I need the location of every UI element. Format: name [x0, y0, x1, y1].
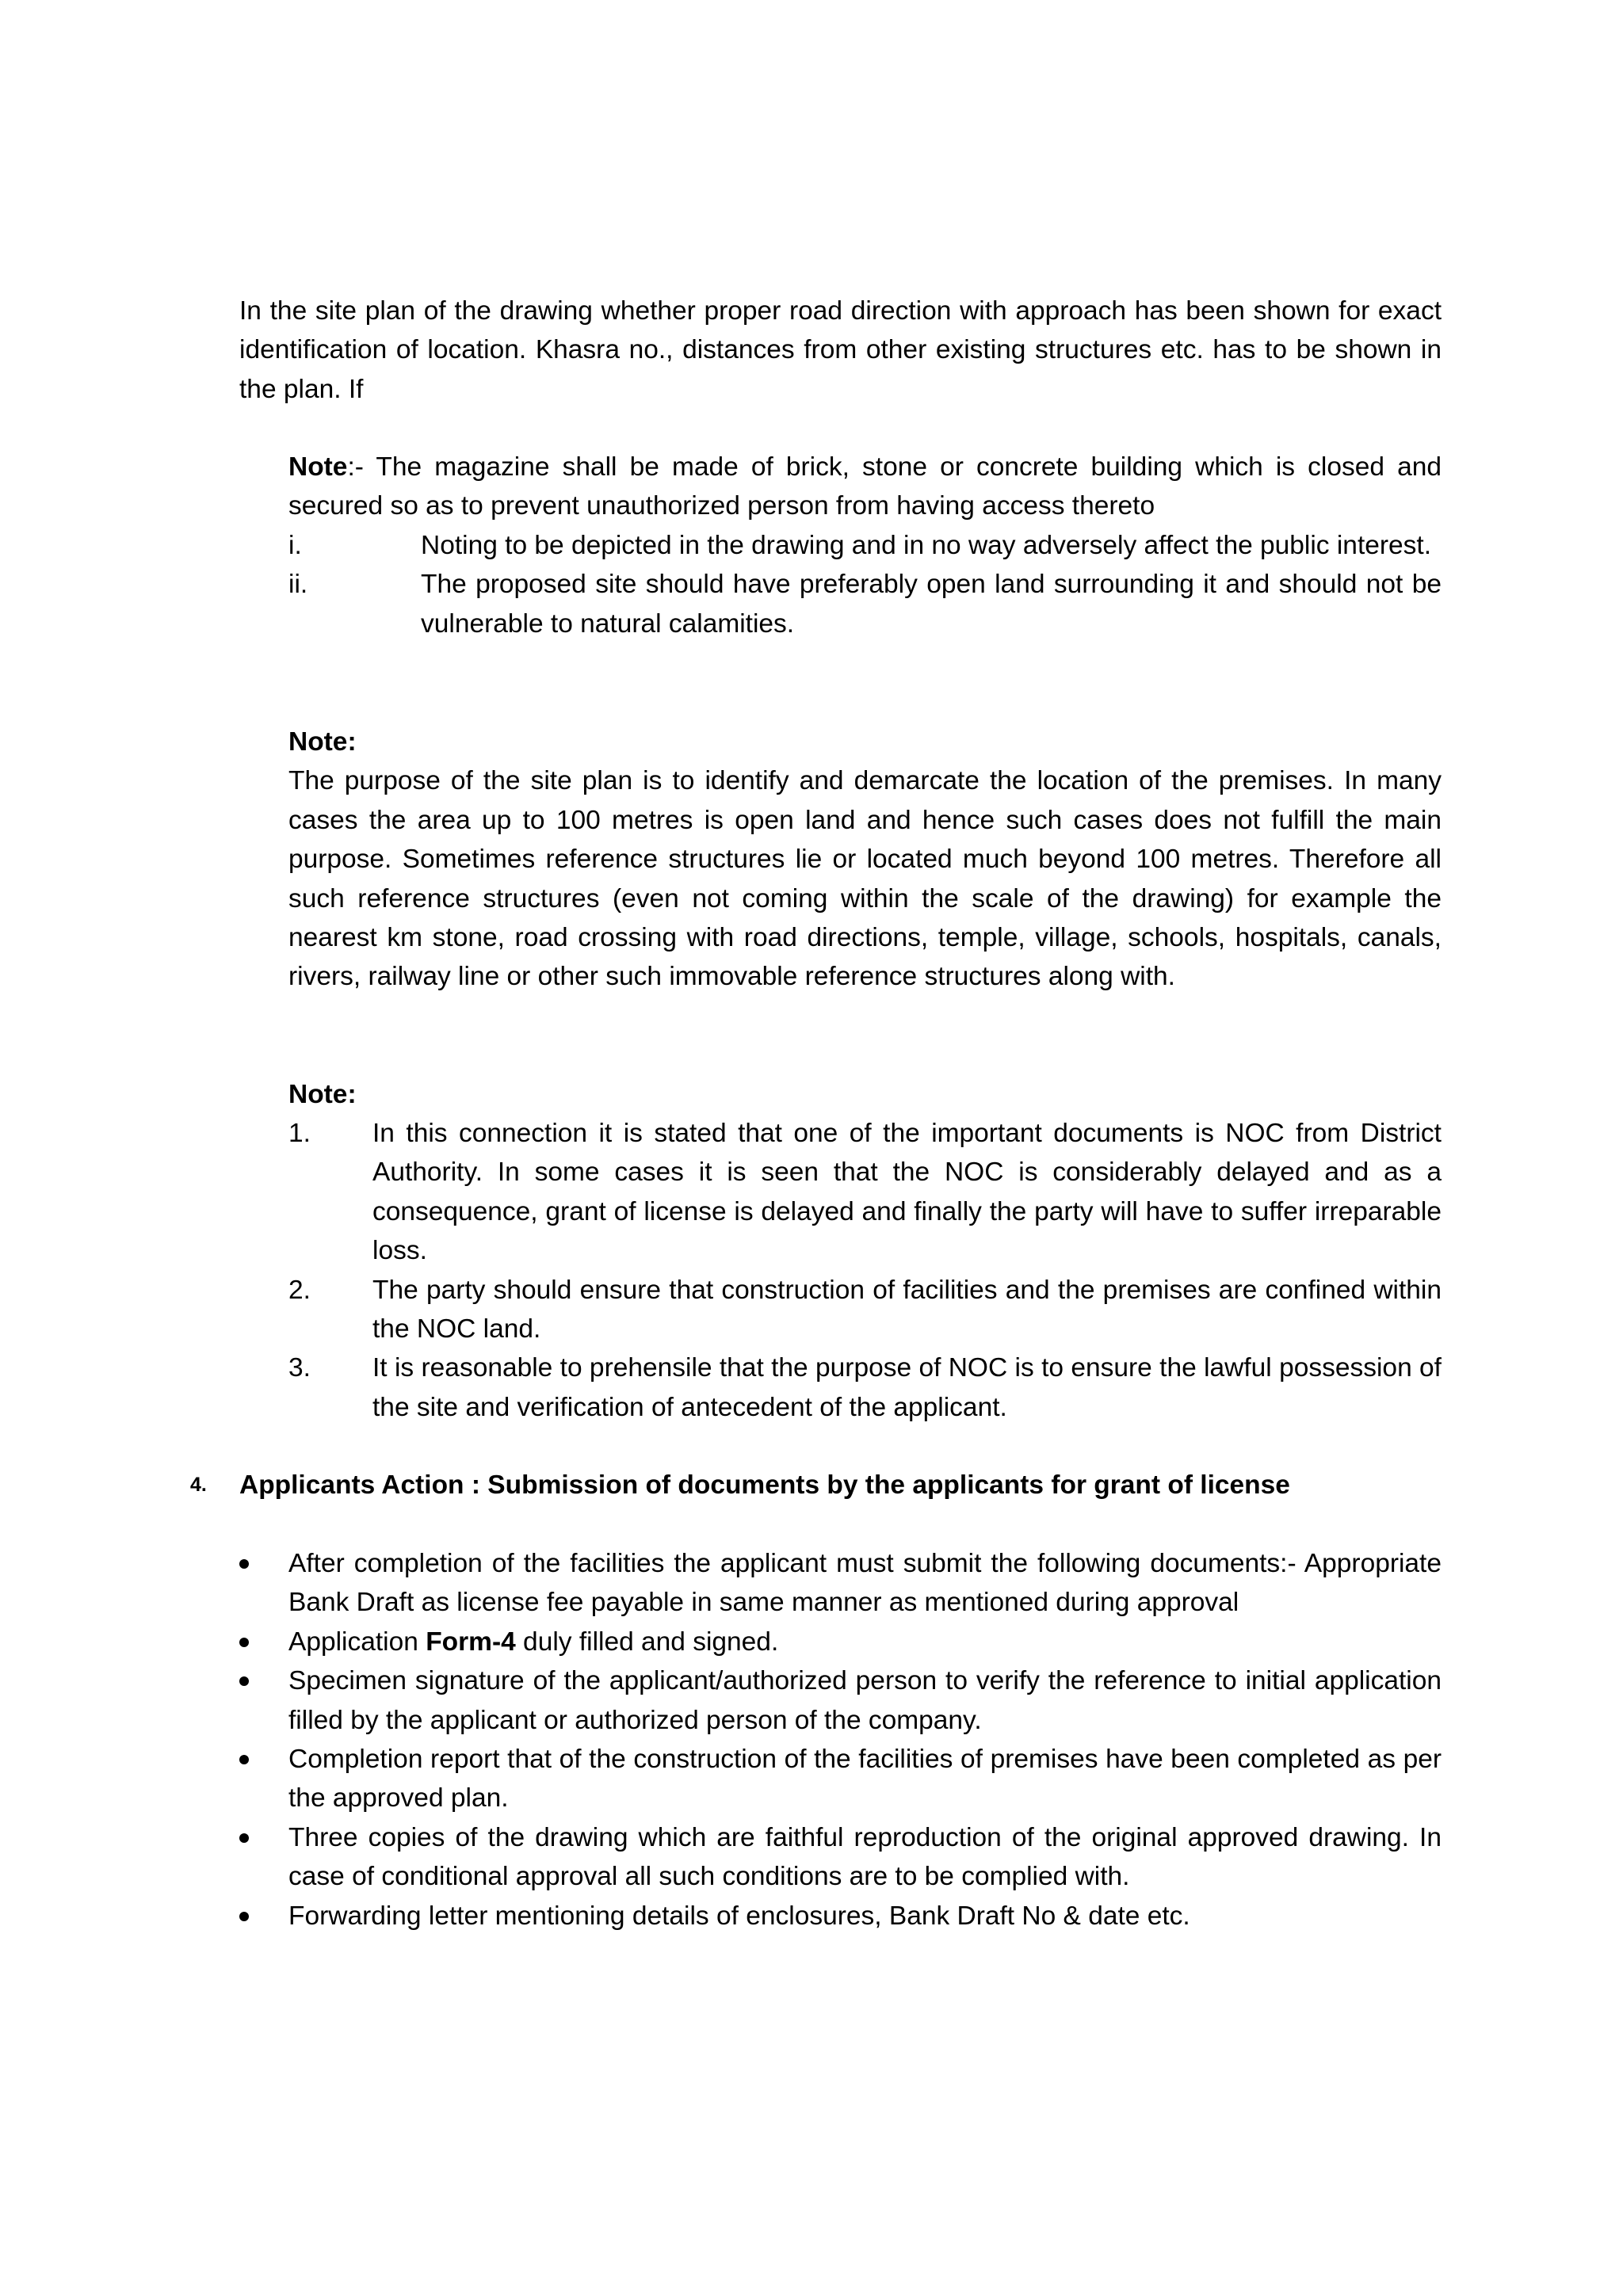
list-item — [239, 1897, 1442, 1936]
list-item — [239, 1661, 1442, 1740]
list-number: i. — [288, 531, 302, 560]
bullet-icon — [239, 1638, 249, 1647]
list-text: Completion report that of the construction of the facilities of premises have been completed as per the approved plan. — [288, 1745, 1442, 1814]
bullet-icon — [239, 1755, 249, 1764]
list-item — [239, 1623, 1442, 1661]
note-label-text: Note: — [288, 727, 357, 757]
note-text: The purpose of the site plan is to identify and demarcate the location of the premises. In many cases the area up to 100 metres is open land and hence such cases does not fulfill the main purpose. Sometimes reference structures lie or located much beyond 100 metres. Therefore all such reference structures (even not coming within the scale of the drawing) for example the nearest km stone, road crossing with road directions, temple, village, schools, hospitals, canals, rivers, railway line or other such immovable reference structures along with. — [288, 766, 1442, 992]
list-text: Three copies of the drawing which are faithful reproduction of the original approved drawing. In case of conditional approval all such conditions are to be complied with. — [288, 1822, 1442, 1892]
list-text: In this connection it is stated that one of the important documents is NOC from District Authority. In some cases it is seen that the NOC is considerably delayed and as a consequence, grant of license is delayed and finally the party will have to suffer irreparable loss. — [372, 1119, 1442, 1266]
list-item — [288, 1271, 1442, 1349]
note-site-plan — [288, 723, 1442, 997]
list-text: Noting to be depicted in the drawing and in no way adversely affect the public interest. — [421, 531, 1432, 560]
list-item — [288, 565, 1442, 643]
list-item — [288, 1348, 1442, 1427]
list-item — [288, 526, 1442, 565]
note-label-text: Note: — [288, 1080, 357, 1109]
list-text: The proposed site should have preferably open land surrounding it and should not be vulnerable to natural calamities. — [421, 570, 1442, 639]
documents-bullet-list — [239, 1544, 1442, 1936]
list-text-pre: Application — [288, 1627, 426, 1657]
list-text-post: duly filled and signed. — [515, 1627, 779, 1657]
roman-list — [288, 526, 1442, 643]
note-magazine — [288, 448, 1442, 526]
list-number: 3. — [288, 1353, 311, 1383]
list-text: Forwarding letter mentioning details of enclosures, Bank Draft No & date etc. — [288, 1901, 1190, 1931]
list-number: ii. — [288, 570, 308, 600]
list-text: The party should ensure that construction of facilities and the premises are confined within the NOC land. — [372, 1275, 1442, 1344]
list-item — [288, 1114, 1442, 1271]
list-text: Specimen signature of the applicant/authorized person to verify the reference to initial application filled by the applicant or authorized person of the company. — [288, 1666, 1442, 1735]
list-number: 1. — [288, 1119, 311, 1148]
list-item — [239, 1818, 1442, 1897]
note-label: Note — [288, 452, 348, 482]
section-title: Applicants Action : Submission of documents by the applicants for grant of license — [239, 1470, 1290, 1500]
noc-numbered-list — [288, 1114, 1442, 1427]
list-item — [239, 1740, 1442, 1818]
bullet-icon — [239, 1559, 249, 1569]
bullet-icon — [239, 1676, 249, 1686]
list-text: After completion of the facilities the applicant must submit the following documents:- Appropriate Bank Draft as license fee payable in same manner as mentioned during approval — [288, 1549, 1442, 1618]
bullet-icon — [239, 1912, 249, 1921]
list-item — [239, 1544, 1442, 1623]
note-noc-heading — [288, 1075, 1442, 1114]
form-4-label: Form-4 — [426, 1627, 516, 1657]
list-text: It is reasonable to prehensile that the purpose of NOC is to ensure the lawful possession of the site and verification of antecedent of the applicant. — [372, 1353, 1442, 1422]
bullet-icon — [239, 1833, 249, 1843]
note-text: :- The magazine shall be made of brick, stone or concrete building which is closed and secured so as to prevent unauthorized person from having access thereto — [288, 452, 1442, 521]
section-number: 4. — [190, 1474, 207, 1496]
list-number: 2. — [288, 1275, 311, 1305]
note-label — [288, 1075, 1442, 1114]
intro-paragraph: In the site plan of the drawing whether proper road direction with approach has been shown for exact identification of location. Khasra no., distances from other existing structures etc. has to be shown in the plan. If — [239, 296, 1442, 404]
note-label — [288, 723, 1442, 761]
